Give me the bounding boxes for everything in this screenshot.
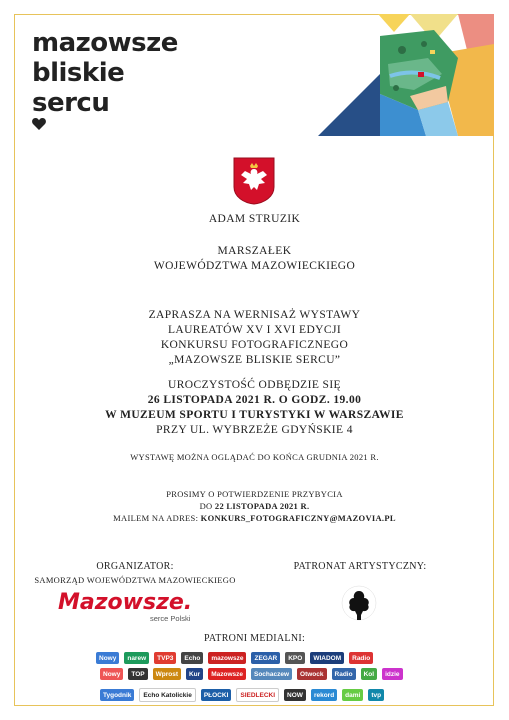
event-date: 26 LISTOPADA 2021 R. O GODZ. 19.00: [147, 394, 362, 406]
art-academy-emblem: [335, 581, 383, 625]
media-logo: Radio: [332, 668, 356, 680]
host-title-line-1: MARSZAŁEK: [217, 245, 292, 257]
exhibition-note: WYSTAWĘ MOŻNA OGLĄDAĆ DO KOŃCA GRUDNIA 2021 R.: [130, 452, 379, 462]
media-logo: ZEGAR: [251, 652, 280, 664]
media-logo: TVP3: [154, 652, 176, 664]
media-logo: mazowsze: [208, 652, 246, 664]
media-logos-row-2: [100, 668, 403, 680]
media-logos-row-1: [96, 652, 373, 664]
media-logo: Otwock: [297, 668, 326, 680]
organizer-label: ORGANIZATOR:: [96, 561, 174, 572]
rsvp-deadline: 22 LISTOPADA 2021 R.: [214, 501, 310, 511]
media-logo: NOW: [284, 689, 306, 701]
media-logo: idzie: [382, 668, 402, 680]
voivodeship-crest: [233, 157, 275, 205]
media-logo: Nowy: [100, 668, 123, 680]
event-address: PRZY UL. WYBRZEŻE GDYŃSKIE 4: [156, 424, 353, 436]
mazowsze-logo-subtitle: serce Polski: [150, 614, 191, 623]
media-logo: narew: [124, 652, 149, 664]
host-name: ADAM STRUZIK: [208, 213, 301, 225]
media-logo: TOP: [128, 668, 147, 680]
logo-line-2: bliskie: [32, 58, 125, 88]
rsvp-line-2: DO 22 LISTOPADA 2021 R.: [199, 501, 310, 511]
geometric-landscape-illustration: [318, 14, 494, 136]
logo-line-1: mazowsze: [32, 28, 178, 58]
media-logo: PŁOCKI: [201, 689, 232, 701]
logo-line-3: sercu: [32, 88, 110, 118]
invite-line-2: LAUREATÓW XV I XVI EDYCJI: [167, 324, 342, 336]
invite-line-1: ZAPRASZA NA WERNISAŻ WYSTAWY: [148, 309, 361, 321]
media-logo: Echo: [181, 652, 203, 664]
invite-line-3: KONKURSU FOTOGRAFICZNEGO: [160, 339, 349, 351]
media-logo: Sochaczew: [251, 668, 292, 680]
media-patrons-label: PATRONI MEDIALNI:: [203, 633, 306, 644]
mazowsze-logo: Mazowsze.: [58, 590, 193, 615]
media-logo: Tygodnik: [100, 689, 134, 701]
event-line-1: UROCZYSTOŚĆ ODBĘDZIE SIĘ: [168, 379, 341, 391]
campaign-logo: [32, 28, 178, 118]
rsvp-line-3: MAILEM NA ADRES: KONKURS_FOTOGRAFICZNY@MAZOVIA.PL: [113, 513, 396, 523]
host-title-line-2: WOJEWÓDZTWA MAZOWIECKIEGO: [153, 260, 356, 272]
media-logo: SIEDLECKI: [236, 688, 279, 702]
media-logo: Radio: [349, 652, 373, 664]
media-logo: WIADOM: [310, 652, 344, 664]
media-logos-row-3: [100, 688, 384, 702]
media-logo: Nowy: [96, 652, 119, 664]
organizer-name: SAMORZĄD WOJEWÓDZTWA MAZOWIECKIEGO: [34, 575, 236, 585]
heart-icon: [32, 118, 46, 130]
media-logo: Kur: [186, 668, 203, 680]
event-venue: W MUZEUM SPORTU I TURYSTYKI W WARSZAWIE: [105, 409, 404, 421]
rsvp-line-1: PROSIMY O POTWIERDZENIE PRZYBYCIA: [166, 489, 343, 499]
media-logo: Echo Katolickie: [139, 688, 195, 702]
media-logo: Wprost: [153, 668, 181, 680]
media-logo: tvp: [368, 689, 384, 701]
media-logo: KPO: [285, 652, 305, 664]
rsvp-email[interactable]: KONKURS_FOTOGRAFICZNY@MAZOVIA.PL: [200, 513, 396, 523]
patron-label: PATRONAT ARTYSTYCZNY:: [293, 561, 427, 572]
media-logo: Mazowsze: [208, 668, 246, 680]
invite-line-4: „MAZOWSZE BLISKIE SERCU”: [168, 354, 341, 366]
media-logo: dami: [342, 689, 363, 701]
media-logo: Kol: [361, 668, 377, 680]
media-logo: rekord: [311, 689, 337, 701]
